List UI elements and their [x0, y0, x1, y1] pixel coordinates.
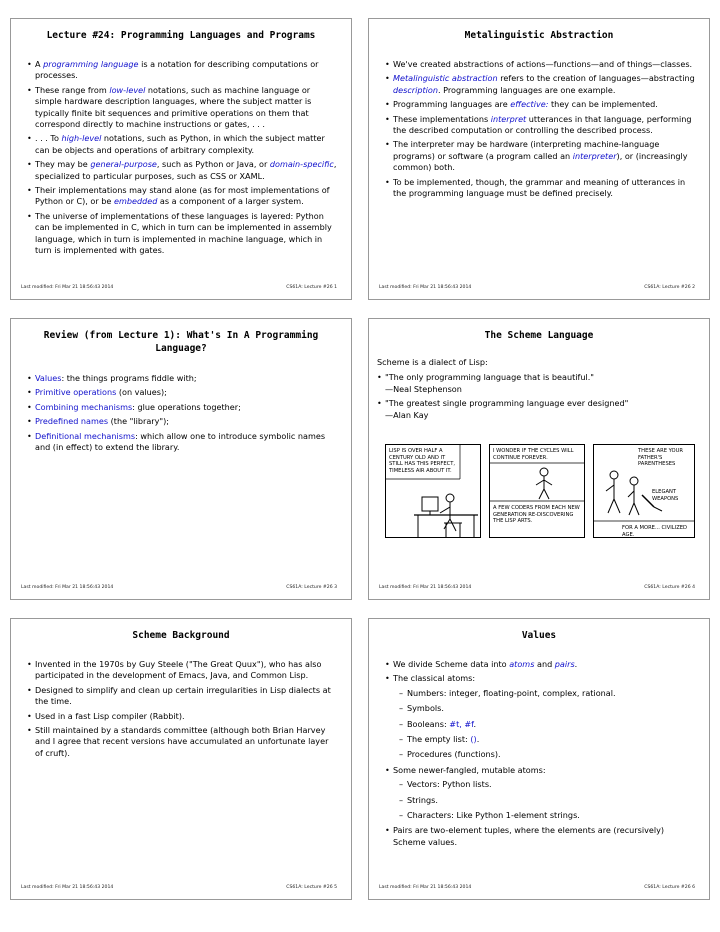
bullet: • A programming language is a notation for describing computations or processes.: [27, 59, 337, 82]
intro-text: Scheme is a dialect of Lisp:: [377, 357, 488, 367]
bullet: • Their implementations may stand alone (as for most implementations of Python or C), or be embedded as a component of a larger system.: [27, 185, 337, 208]
slide-body: [385, 59, 695, 202]
bullet: • Metalinguistic abstraction refers to the creation of languages—abstracting description. Programming languages are one example.: [385, 73, 695, 96]
sub-bullet: – Vectors: Python lists.: [385, 779, 695, 790]
slide-body: [377, 357, 695, 424]
bullet: • They may be general-purpose, such as Python or Java, or domain-specific, specialized to particular purposes, such as CSS or XAML.: [27, 159, 337, 182]
comic-panel-3: THESE ARE YOUR FATHER'S PARENTHESES ELEGANT WEAPONS FOR A MORE... CIVILIZED AGE.: [593, 444, 695, 538]
sub-bullet: – Procedures (functions).: [385, 749, 695, 760]
bullet: • The universe of implementations of these languages is layered: Python can be implemented in C, which in turn can be implemented in assembly language, which in turn is implemented in machine language, which in turn is implemented with gates.: [27, 211, 337, 257]
thinking-figure-drawing: [490, 445, 585, 538]
bullet: • These implementations interpret utterances in that language, performing the described computation or controlling the described process.: [385, 114, 695, 137]
bullet: • We divide Scheme data into atoms and pairs.: [385, 659, 695, 670]
slide-6: [368, 618, 710, 900]
bullet: • Designed to simplify and clean up certain irregularities in Lisp dialects at the time.: [27, 685, 337, 708]
slide-title: Metalinguistic Abstraction: [464, 30, 614, 41]
slide-title: Scheme Background: [132, 630, 230, 641]
bullet: • Values: the things programs fiddle with;: [27, 373, 337, 384]
bullet: • Combining mechanisms: glue operations together;: [27, 402, 337, 413]
person-at-computer-drawing: [386, 445, 481, 538]
bullet: • Programming languages are effective: they can be implemented.: [385, 99, 695, 110]
sub-bullet: – Booleans: #t, #f.: [385, 719, 695, 730]
bullet: • Some newer-fangled, mutable atoms:: [385, 765, 695, 776]
slide-2: [368, 18, 710, 300]
slide-body: [27, 373, 337, 456]
slide-1: [10, 18, 352, 300]
comic-strip: [385, 444, 695, 538]
slide-footer: Last modified: Fri Mar 21 18:56:43 2014 CS61A: Lecture #26 4: [379, 585, 695, 590]
slide-title: The Scheme Language: [484, 330, 594, 341]
slide-footer: Last modified: Fri Mar 21 18:56:43 2014 CS61A: Lecture #26 3: [21, 585, 337, 590]
slide-body: [27, 659, 337, 762]
slide-4: [368, 318, 710, 600]
bullet: • Pairs are two-element tuples, where the elements are (recursively) Scheme values.: [385, 825, 695, 848]
sub-bullet: – The empty list: ().: [385, 734, 695, 745]
slide-footer: Last modified: Fri Mar 21 18:56:43 2014 CS61A: Lecture #26 5: [21, 885, 337, 890]
comic-panel-1: LISP IS OVER HALF A CENTURY OLD AND IT STILL HAS THIS PERFECT, TIMELESS AIR ABOUT IT.: [385, 444, 481, 538]
bullet: • Primitive operations (on values);: [27, 387, 337, 398]
slide-footer: Last modified: Fri Mar 21 18:56:43 2014 CS61A: Lecture #26 6: [379, 885, 695, 890]
slide-title: Values: [521, 630, 557, 641]
bullet: • . . . To high-level notations, such as Python, in which the subject matter can be objects and operations of arbitrary complexity.: [27, 133, 337, 156]
sub-bullet: – Numbers: integer, floating-point, complex, rational.: [385, 688, 695, 699]
sub-bullet: – Characters: Like Python 1-element strings.: [385, 810, 695, 821]
bullet: • We've created abstractions of actions—functions—and of things—classes.: [385, 59, 695, 70]
bullet: • Used in a fast Lisp compiler (Rabbit).: [27, 711, 337, 722]
slide-3: [10, 318, 352, 600]
two-figures-drawing: [594, 445, 695, 538]
slide-5: [10, 618, 352, 900]
bullet: • Predefined names (the "library");: [27, 416, 337, 427]
bullet: • To be implemented, though, the grammar and meaning of utterances in the programming language must be defined precisely.: [385, 177, 695, 200]
slide-body: [27, 59, 337, 260]
bullet: • Still maintained by a standards committee (although both Brian Harvey and I agree that recent versions have accumulated an unfortunate layer of cruft).: [27, 725, 337, 759]
bullet: • Invented in the 1970s by Guy Steele ("The Great Quux"), who has also participated in the development of Emacs, Java, and Common Lisp.: [27, 659, 337, 682]
comic-panel-2: I WONDER IF THE CYCLES WILL CONTINUE FOREVER. A FEW CODERS FROM EACH NEW GENERATION RE-DISCOVERING THE LISP ARTS.: [489, 444, 585, 538]
slide-body: [385, 659, 695, 851]
sub-bullet: – Symbols.: [385, 703, 695, 714]
quote: • "The only programming language that is beautiful." —Neal Stephenson: [377, 372, 695, 395]
slide-footer: Last modified: Fri Mar 21 18:56:43 2014 CS61A: Lecture #26 1: [21, 285, 337, 290]
quote: • "The greatest single programming language ever designed" —Alan Kay: [377, 398, 695, 421]
bullet: • The interpreter may be hardware (interpreting machine-language programs) or software (a program called an interpreter), or (increasingly common) both.: [385, 139, 695, 173]
slide-title: Review (from Lecture 1): What's In A Programming Language?: [43, 330, 319, 354]
bullet: • Definitional mechanisms: which allow one to introduce symbolic names and (in effect) to extend the library.: [27, 431, 337, 454]
sub-bullet: – Strings.: [385, 795, 695, 806]
slide-footer: Last modified: Fri Mar 21 18:56:43 2014 CS61A: Lecture #26 2: [379, 285, 695, 290]
bullet: • These range from low-level notations, such as machine language or simple hardware description languages, where the subject matter is typically finite bit sequences and primitive operations on them that correspond directly to machine instructions or gates, . . .: [27, 85, 337, 131]
slide-title: Lecture #24: Programming Languages and Programs: [46, 30, 316, 41]
bullet: • The classical atoms:: [385, 673, 695, 684]
